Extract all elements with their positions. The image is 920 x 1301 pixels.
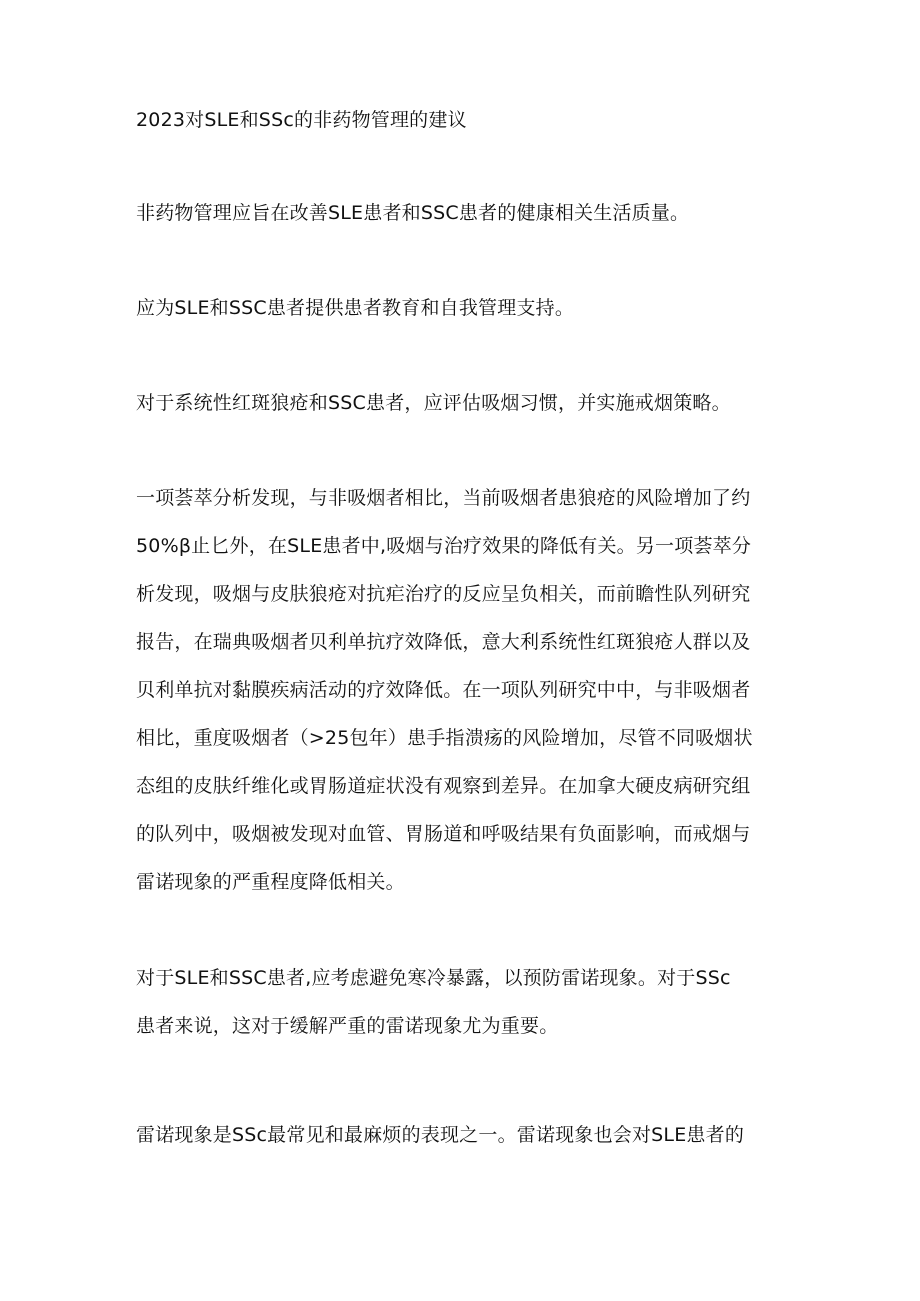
paragraph-4-line: 报告，在瑞典吸烟者贝利单抗疗效降低，意大利系统性红斑狼疮人群以及 — [136, 631, 751, 653]
paragraph-4-line: 贝利单抗对黏膜疾病活动的疗效降低。在一项队列研究中中，与非吸烟者 — [136, 679, 751, 701]
paragraph-2: 应为SLE和SSC患者提供患者教育和自我管理支持。 — [136, 297, 575, 319]
paragraph-4-line: 态组的皮肤纤维化或胃肠道症状没有观察到差异。在加拿大硬皮病研究组 — [136, 775, 751, 797]
paragraph-4-line: 一项荟萃分析发现，与非吸烟者相比，当前吸烟者患狼疮的风险增加了约 — [136, 487, 751, 509]
paragraph-3: 对于系统性红斑狼疮和SSC患者，应评估吸烟习惯，并实施戒烟策略。 — [136, 392, 731, 414]
paragraph-4-line: 50%β止匕外，在SLE患者中,吸烟与治疗效果的降低有关。另一项荟萃分 — [136, 535, 752, 557]
paragraph-5-line: 对于SLE和SSC患者,应考虑避免寒冷暴露，以预防雷诺现象。对于SSc — [136, 967, 731, 989]
paragraph-4-line: 析发现，吸烟与皮肤狼疮对抗疟治疗的反应呈负相关，而前瞻性队列研究 — [136, 583, 751, 605]
paragraph-4-line: 雷诺现象的严重程度降低相关。 — [136, 871, 405, 893]
paragraph-6-line: 雷诺现象是SSc最常见和最麻烦的表现之一。雷诺现象也会对SLE患者的 — [136, 1124, 745, 1146]
paragraph-5-line: 患者来说，这对于缓解严重的雷诺现象尤为重要。 — [136, 1015, 559, 1037]
paragraph-4-line: 的队列中，吸烟被发现对血管、胃肠道和呼吸结果有负面影响，而戒烟与 — [136, 823, 751, 845]
paragraph-4-line: 相比，重度吸烟者（>25包年）患手指溃疡的风险增加，尽管不同吸烟状 — [136, 727, 753, 749]
document-title: 2023对SLE和SSc的非药物管理的建议 — [136, 109, 467, 131]
paragraph-1: 非药物管理应旨在改善SLE患者和SSC患者的健康相关生活质量。 — [136, 202, 690, 224]
